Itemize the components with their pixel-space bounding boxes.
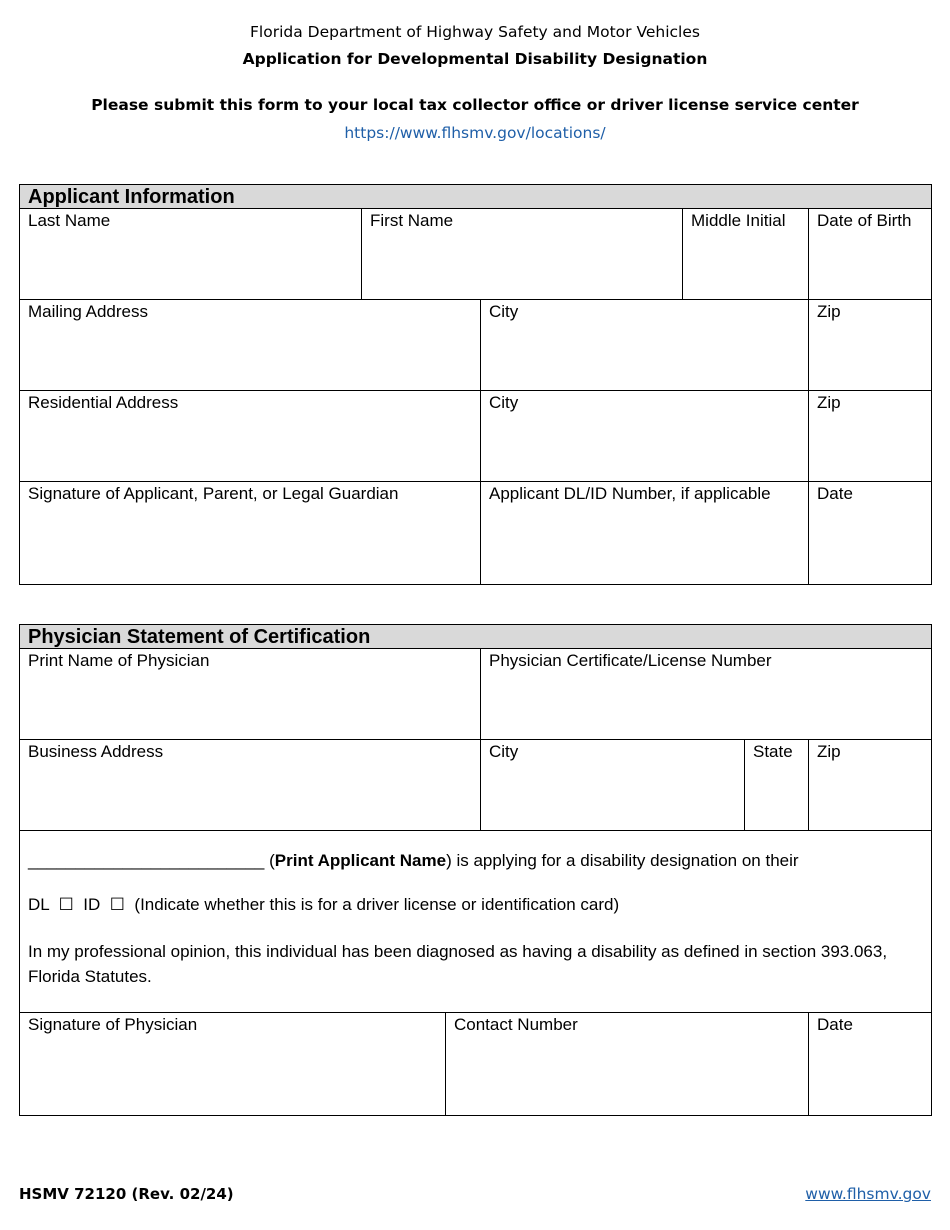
mailing-zip-field[interactable] xyxy=(809,300,932,391)
physician-date-label: Date xyxy=(817,1015,853,1034)
physician-date-field[interactable] xyxy=(809,1013,932,1116)
mailing-city-label: City xyxy=(489,302,519,321)
contact-number-field[interactable] xyxy=(446,1013,809,1116)
applicant-information-table xyxy=(19,184,932,585)
business-state-label: State xyxy=(753,742,793,761)
last-name-field[interactable] xyxy=(20,209,362,300)
dl-id-number-field[interactable] xyxy=(481,482,809,585)
date-of-birth-field[interactable] xyxy=(809,209,932,300)
mailing-city-field[interactable] xyxy=(481,300,809,391)
agency-name: Florida Department of Highway Safety and Motor Vehicles xyxy=(250,23,700,41)
physician-section-title: Physician Statement of Certification xyxy=(20,625,932,649)
business-address-label: Business Address xyxy=(28,742,164,761)
dl-id-number-label: Applicant DL/ID Number, if applicable xyxy=(489,484,771,503)
locations-link[interactable]: https://www.flhsmv.gov/locations/ xyxy=(344,124,606,142)
physician-name-field[interactable] xyxy=(20,649,481,740)
mailing-address-label: Mailing Address xyxy=(28,302,149,321)
applying-text: ) is applying for a disability designation on their xyxy=(446,851,799,870)
open-paren: ( xyxy=(264,851,275,870)
first-name-label: First Name xyxy=(370,211,454,230)
print-applicant-name-label: Print Applicant Name xyxy=(274,851,447,870)
id-checkbox[interactable]: ☐ xyxy=(109,895,125,915)
residential-address-label: Residential Address xyxy=(28,393,179,412)
applicant-date-label: Date xyxy=(817,484,853,503)
business-zip-field[interactable] xyxy=(809,740,932,831)
applicant-signature-label: Signature of Applicant, Parent, or Legal Guardian xyxy=(28,484,399,503)
business-city-field[interactable] xyxy=(481,740,745,831)
applicant-name-blank[interactable]: _________________________ xyxy=(28,851,265,870)
applicant-section-title: Applicant Information xyxy=(20,185,932,209)
dl-id-selection-line xyxy=(28,895,923,939)
physician-signature-label: Signature of Physician xyxy=(28,1015,198,1034)
applicant-name-line xyxy=(28,851,923,895)
indicate-text: (Indicate whether this is for a driver license or identification card) xyxy=(134,895,620,914)
applicant-date-field[interactable] xyxy=(809,482,932,585)
form-number: HSMV 72120 (Rev. 02/24) xyxy=(19,1185,234,1203)
mailing-zip-label: Zip xyxy=(817,302,841,321)
first-name-field[interactable] xyxy=(362,209,683,300)
dl-checkbox[interactable]: ☐ xyxy=(58,895,74,915)
date-of-birth-label: Date of Birth xyxy=(817,211,912,230)
business-zip-label: Zip xyxy=(817,742,841,761)
middle-initial-field[interactable] xyxy=(683,209,809,300)
form-title: Application for Developmental Disability Designation xyxy=(242,50,708,68)
website-link[interactable]: www.flhsmv.gov xyxy=(805,1185,931,1203)
business-address-field[interactable] xyxy=(20,740,481,831)
residential-zip-label: Zip xyxy=(817,393,841,412)
opinion-text: In my professional opinion, this individual has been diagnosed as having a disability as defined in section 393.063, Florida Statutes. xyxy=(28,942,888,986)
residential-city-label: City xyxy=(489,393,519,412)
business-state-field[interactable] xyxy=(745,740,809,831)
physician-signature-field[interactable] xyxy=(20,1013,446,1116)
submission-instruction: Please submit this form to your local tax collector office or driver license service center xyxy=(91,96,859,114)
residential-address-field[interactable] xyxy=(20,391,481,482)
business-city-label: City xyxy=(489,742,519,761)
physician-name-label: Print Name of Physician xyxy=(28,651,210,670)
physician-certification-table xyxy=(19,624,932,1116)
mailing-address-field[interactable] xyxy=(20,300,481,391)
physician-license-label: Physician Certificate/License Number xyxy=(489,651,772,670)
certification-statement xyxy=(20,831,932,1013)
contact-number-label: Contact Number xyxy=(454,1015,578,1034)
residential-city-field[interactable] xyxy=(481,391,809,482)
residential-zip-field[interactable] xyxy=(809,391,932,482)
dl-label: DL xyxy=(28,895,50,914)
middle-initial-label: Middle Initial xyxy=(691,211,786,230)
physician-license-field[interactable] xyxy=(481,649,932,740)
last-name-label: Last Name xyxy=(28,211,111,230)
applicant-signature-field[interactable] xyxy=(20,482,481,585)
id-label: ID xyxy=(83,895,101,914)
